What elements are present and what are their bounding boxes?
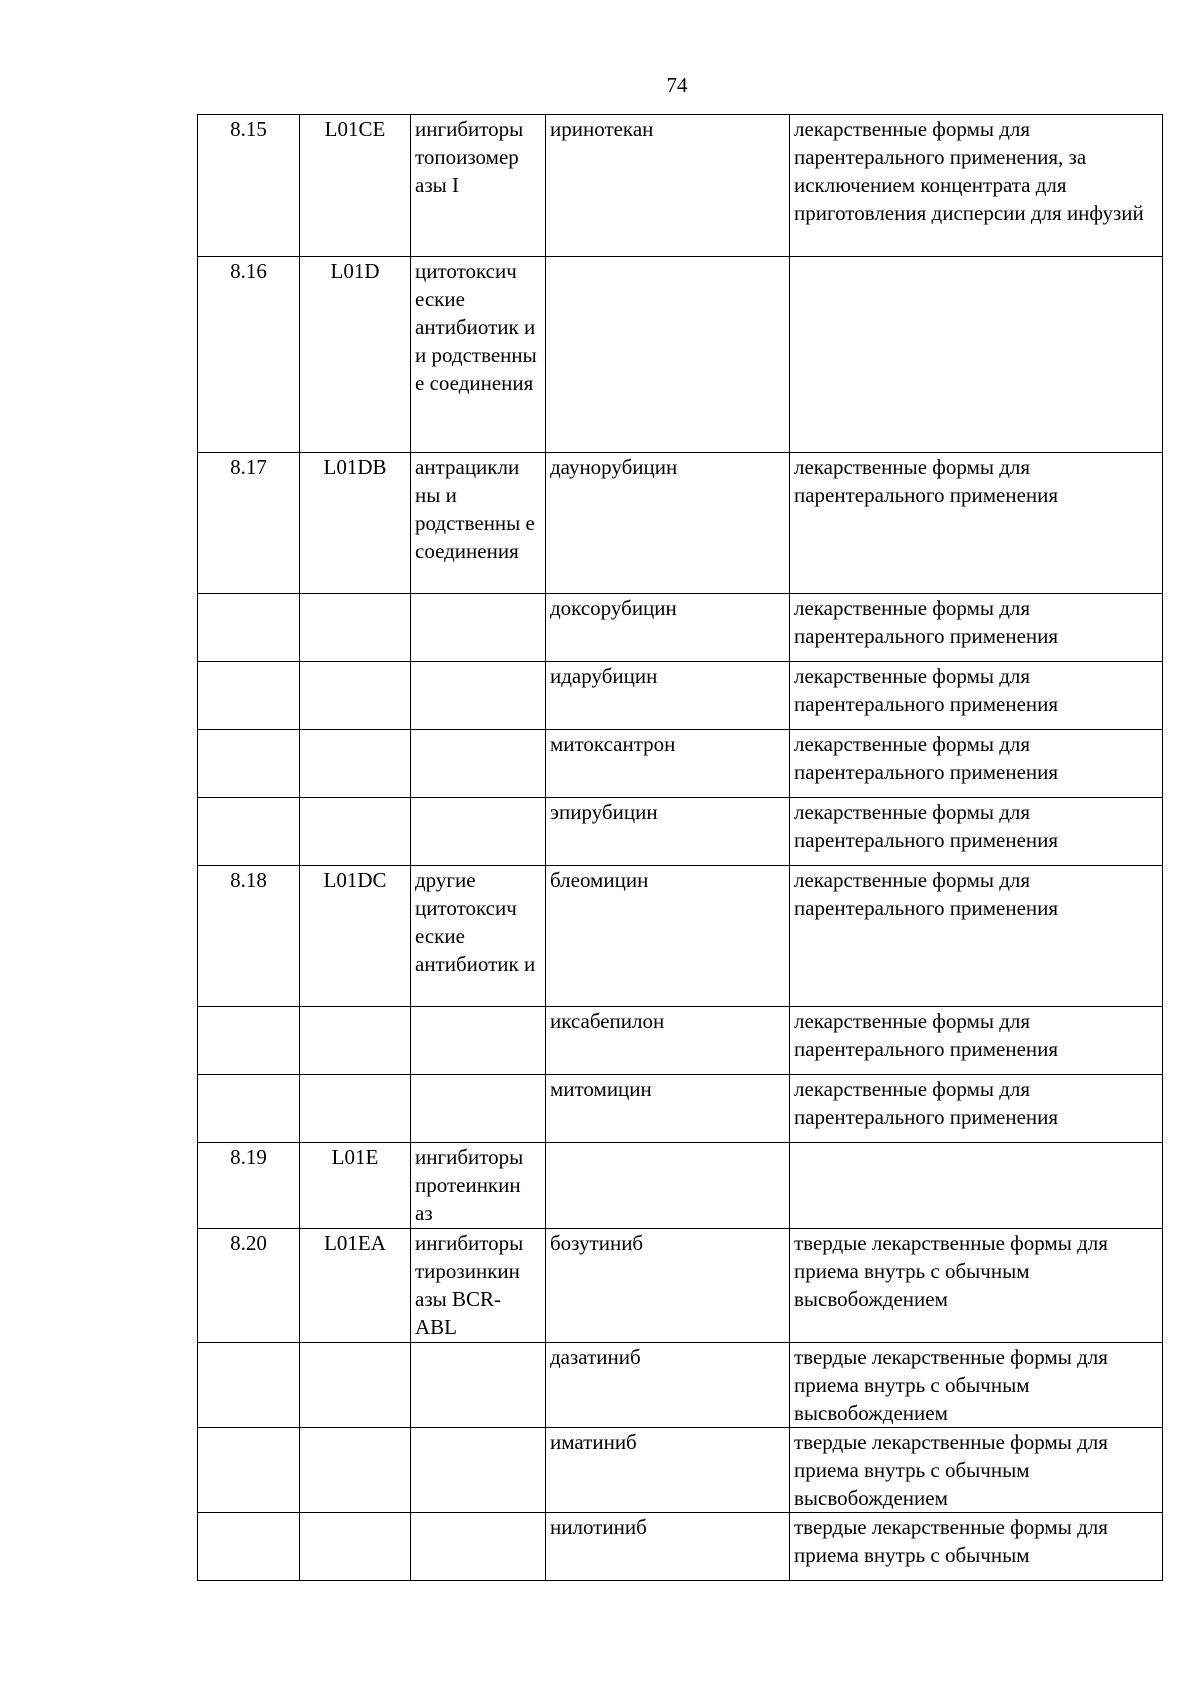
table-row: [198, 1007, 1163, 1075]
drug-group: ингибиторы протеинкин аз: [411, 1143, 546, 1229]
drug-name: доксорубицин: [546, 594, 790, 662]
atc-code: [300, 1075, 411, 1143]
table-row: [198, 1428, 1163, 1513]
drug-name: иринотекан: [546, 115, 790, 257]
row-number: [198, 1428, 300, 1513]
row-number: [198, 730, 300, 798]
table-row: [198, 1513, 1163, 1581]
drug-group: другие цитотоксич еские антибиотик и: [411, 866, 546, 1007]
drug-table: [197, 114, 1163, 1581]
table-row: [198, 866, 1163, 1007]
atc-code: L01CE: [300, 115, 411, 257]
table-row: [198, 115, 1163, 257]
dosage-form: лекарственные формы для парентерального применения: [790, 453, 1163, 594]
drug-name: [546, 1143, 790, 1229]
table-row: [198, 798, 1163, 866]
atc-code: L01DB: [300, 453, 411, 594]
drug-group: [411, 730, 546, 798]
drug-group: [411, 662, 546, 730]
drug-group: ингибиторы тирозинкин азы BCR-ABL: [411, 1229, 546, 1343]
drug-group: антрацикли ны и родственны е соединения: [411, 453, 546, 594]
atc-code: [300, 594, 411, 662]
drug-group: [411, 1007, 546, 1075]
drug-name: митомицин: [546, 1075, 790, 1143]
drug-group: [411, 1075, 546, 1143]
drug-name: даунорубицин: [546, 453, 790, 594]
dosage-form: твердые лекарственные формы для приема внутрь с обычным высвобождением: [790, 1229, 1163, 1343]
atc-code: [300, 662, 411, 730]
row-number: 8.20: [198, 1229, 300, 1343]
row-number: [198, 662, 300, 730]
row-number: 8.16: [198, 257, 300, 453]
drug-group: [411, 1513, 546, 1581]
drug-name: митоксантрон: [546, 730, 790, 798]
drug-group: [411, 798, 546, 866]
table-row: [198, 594, 1163, 662]
row-number: 8.19: [198, 1143, 300, 1229]
drug-name: иксабепилон: [546, 1007, 790, 1075]
table-row: [198, 730, 1163, 798]
row-number: [198, 1513, 300, 1581]
row-number: 8.15: [198, 115, 300, 257]
drug-group: ингибиторы топоизомер азы I: [411, 115, 546, 257]
dosage-form: лекарственные формы для парентерального применения: [790, 866, 1163, 1007]
table-row: [198, 453, 1163, 594]
drug-name: эпирубицин: [546, 798, 790, 866]
table-row: [198, 257, 1163, 453]
atc-code: L01E: [300, 1143, 411, 1229]
dosage-form: лекарственные формы для парентерального применения: [790, 662, 1163, 730]
table-row: [198, 1143, 1163, 1229]
row-number: [198, 1343, 300, 1428]
dosage-form: лекарственные формы для парентерального применения: [790, 1075, 1163, 1143]
atc-code: [300, 1007, 411, 1075]
row-number: [198, 798, 300, 866]
atc-code: [300, 1428, 411, 1513]
table-row: [198, 1075, 1163, 1143]
row-number: 8.17: [198, 453, 300, 594]
drug-name: блеомицин: [546, 866, 790, 1007]
drug-group: [411, 594, 546, 662]
drug-name: нилотиниб: [546, 1513, 790, 1581]
atc-code: L01DC: [300, 866, 411, 1007]
dosage-form: твердые лекарственные формы для приема внутрь с обычным: [790, 1513, 1163, 1581]
table-row: [198, 1343, 1163, 1428]
drug-name: иматиниб: [546, 1428, 790, 1513]
atc-code: [300, 1513, 411, 1581]
drug-name: дазатиниб: [546, 1343, 790, 1428]
dosage-form: лекарственные формы для парентерального применения: [790, 730, 1163, 798]
row-number: [198, 594, 300, 662]
drug-name: [546, 257, 790, 453]
dosage-form: [790, 257, 1163, 453]
dosage-form: лекарственные формы для парентерального применения: [790, 798, 1163, 866]
row-number: [198, 1007, 300, 1075]
dosage-form: [790, 1143, 1163, 1229]
atc-code: L01EA: [300, 1229, 411, 1343]
drug-group: [411, 1428, 546, 1513]
drug-group: цитотоксич еские антибиотик и и родственны е соединения: [411, 257, 546, 453]
drug-name: бозутиниб: [546, 1229, 790, 1343]
dosage-form: твердые лекарственные формы для приема внутрь с обычным высвобождением: [790, 1343, 1163, 1428]
dosage-form: лекарственные формы для парентерального применения, за исключением концентрата для приготовления дисперсии для инфузий: [790, 115, 1163, 257]
drug-name: идарубицин: [546, 662, 790, 730]
atc-code: [300, 798, 411, 866]
atc-code: [300, 730, 411, 798]
table-row: [198, 1229, 1163, 1343]
page-number: 74: [666, 73, 688, 97]
row-number: [198, 1075, 300, 1143]
dosage-form: лекарственные формы для парентерального применения: [790, 594, 1163, 662]
atc-code: L01D: [300, 257, 411, 453]
dosage-form: твердые лекарственные формы для приема внутрь с обычным высвобождением: [790, 1428, 1163, 1513]
drug-group: [411, 1343, 546, 1428]
row-number: 8.18: [198, 866, 300, 1007]
dosage-form: лекарственные формы для парентерального применения: [790, 1007, 1163, 1075]
atc-code: [300, 1343, 411, 1428]
table-row: [198, 662, 1163, 730]
